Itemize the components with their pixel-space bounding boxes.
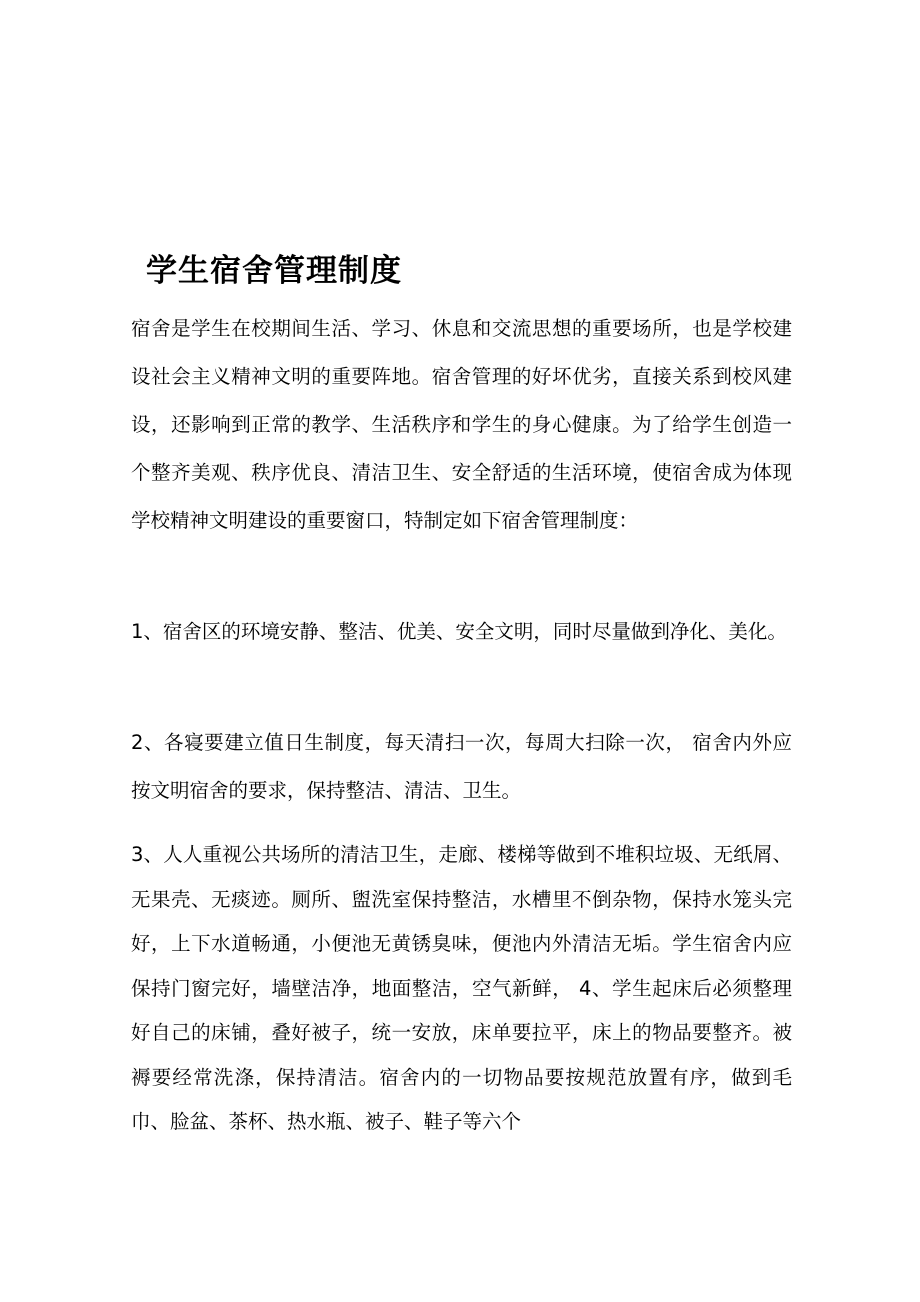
paragraph-item-3: 3、人人重视公共场所的清洁卫生，走廊、楼梯等做到不堆积垃圾、无纸屑、无果壳、无痰迹。厕所、盥洗室保持整洁，水槽里不倒杂物，保持水笼头完好，上下水道畅通，小便池无黄锈臭味，便池内外清洁无垢。学生宿舍内应保持门窗完好，墙壁洁净，地面整洁，空气新鲜， 4、学生起床后必须整理好自己的床铺，叠好被子，统一安放，床单要拉平，床上的物品要整齐。被褥要经常洗涤，保持清洁。宿舍内的一切物品要按规范放置有序，做到毛巾、脸盆、茶杯、热水瓶、被子、鞋子等六个 (131, 843, 792, 1133)
paragraph-intro: 宿舍是学生在校期间生活、学习、休息和交流思想的重要场所，也是学校建设社会主义精神文明的重要阵地。宿舍管理的好坏优劣，直接关系到校风建设，还影响到正常的教学、生活秩序和学生的身心健康。为了给学生创造一个整齐美观、秩序优良、清洁卫生、安全舒适的生活环境，使宿舍成为体现学校精神文明建设的重要窗口，特制定如下宿舍管理制度： (131, 317, 792, 532)
paragraph-item-2: 2、各寝要建立值日生制度，每天清扫一次，每周大扫除一次， 宿舍内外应按文明宿舍的要求，保持整洁、清洁、卫生。 (131, 731, 792, 802)
page-title: 学生宿舍管理制度 (146, 252, 402, 289)
paragraph-item-1: 1、宿舍区的环境安静、整洁、优美、安全文明，同时尽量做到净化、美化。 (131, 620, 787, 643)
